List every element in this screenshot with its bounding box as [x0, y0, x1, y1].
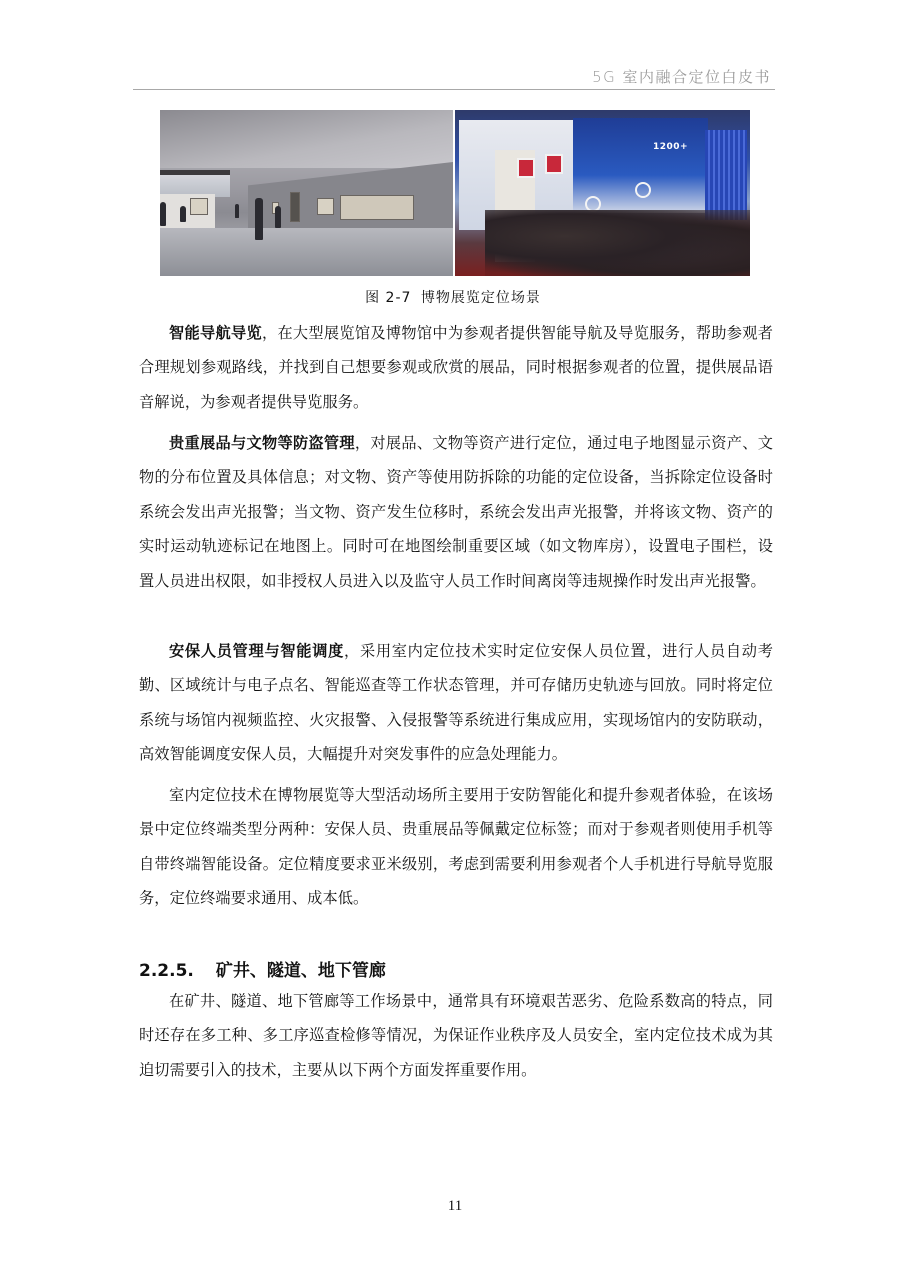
section-number: 2.2.5. [139, 961, 194, 981]
section-title: 矿井、隧道、地下管廊 [215, 961, 386, 981]
page-header [133, 62, 775, 90]
figure-2-7 [160, 110, 750, 276]
paragraph-lead: 智能导航导览 [169, 324, 262, 342]
museum-gallery-photo [160, 110, 453, 276]
paragraph-summary [139, 778, 773, 916]
paragraph-mines-tunnels [139, 984, 773, 1087]
paragraph-body: 室内定位技术在博物展览等大型活动场所主要用于安防智能化和提升参观者体验，在该场景中定位终端类型分两种：安保人员、贵重展品等佩戴定位标签；而对于参观者则使用手机等自带终端智能设备。定位精度要求亚米级别，考虑到需要利用参观者个人手机进行导航导览服务，定位终端要求通用、成本低。 [139, 786, 773, 908]
paragraph-body: ，对展品、文物等资产进行定位，通过电子地图显示资产、文物的分布位置及具体信息；对文物、资产等使用防拆除的功能的定位设备，当拆除定位设备时系统会发出声光报警；当文物、资产发生位移时，系统会发出声光报警，并将该文物、资产的实时运动轨迹标记在地图上。同时可在地图绘制重要区域（如文物库房），设置电子围栏，设置人员进出权限，如非授权人员进入以及监守人员工作时间离岗等违规操作时发出声光报警。 [139, 434, 774, 590]
figure-caption-label: 图 2-7 [365, 290, 412, 306]
paragraph-smart-navigation [139, 316, 773, 419]
section-heading [139, 956, 386, 981]
header-title: 5G 室内融合定位白皮书 [592, 68, 771, 86]
exhibition-booth-photo [455, 110, 750, 276]
paragraph-anti-theft [139, 426, 773, 598]
booth-banner-text: 1200+ [653, 142, 689, 152]
paragraph-body: 在矿井、隧道、地下管廊等工作场景中，通常具有环境艰苦恶劣、危险系数高的特点，同时还存在多工种、多工序巡查检修等情况，为保证作业秩序及人员安全，室内定位技术成为其迫切需要引入的技术，主要从以下两个方面发挥重要作用。 [139, 992, 773, 1079]
figure-caption-text: 博物展览定位场景 [420, 290, 541, 306]
paragraph-lead: 安保人员管理与智能调度 [169, 642, 345, 660]
paragraph-security-staff [139, 634, 773, 772]
paragraph-body: ，采用室内定位技术实时定位安保人员位置，进行人员自动考勤、区域统计与电子点名、智能巡查等工作状态管理，并可存储历史轨迹与回放。同时将定位系统与场馆内视频监控、火灾报警、入侵报警等系统进行集成应用，实现场馆内的安防联动，高效智能调度安保人员，大幅提升对突发事件的应急处理能力。 [139, 642, 773, 764]
paragraph-lead: 贵重展品与文物等防盗管理 [169, 434, 355, 452]
paragraph-body: ，在大型展览馆及博物馆中为参观者提供智能导航及导览服务，帮助参观者合理规划参观路线，并找到自己想要参观或欣赏的展品，同时根据参观者的位置，提供展品语音解说，为参观者提供导览服务。 [139, 324, 773, 411]
figure-caption [0, 287, 910, 307]
page-number: 11 [447, 1198, 463, 1214]
